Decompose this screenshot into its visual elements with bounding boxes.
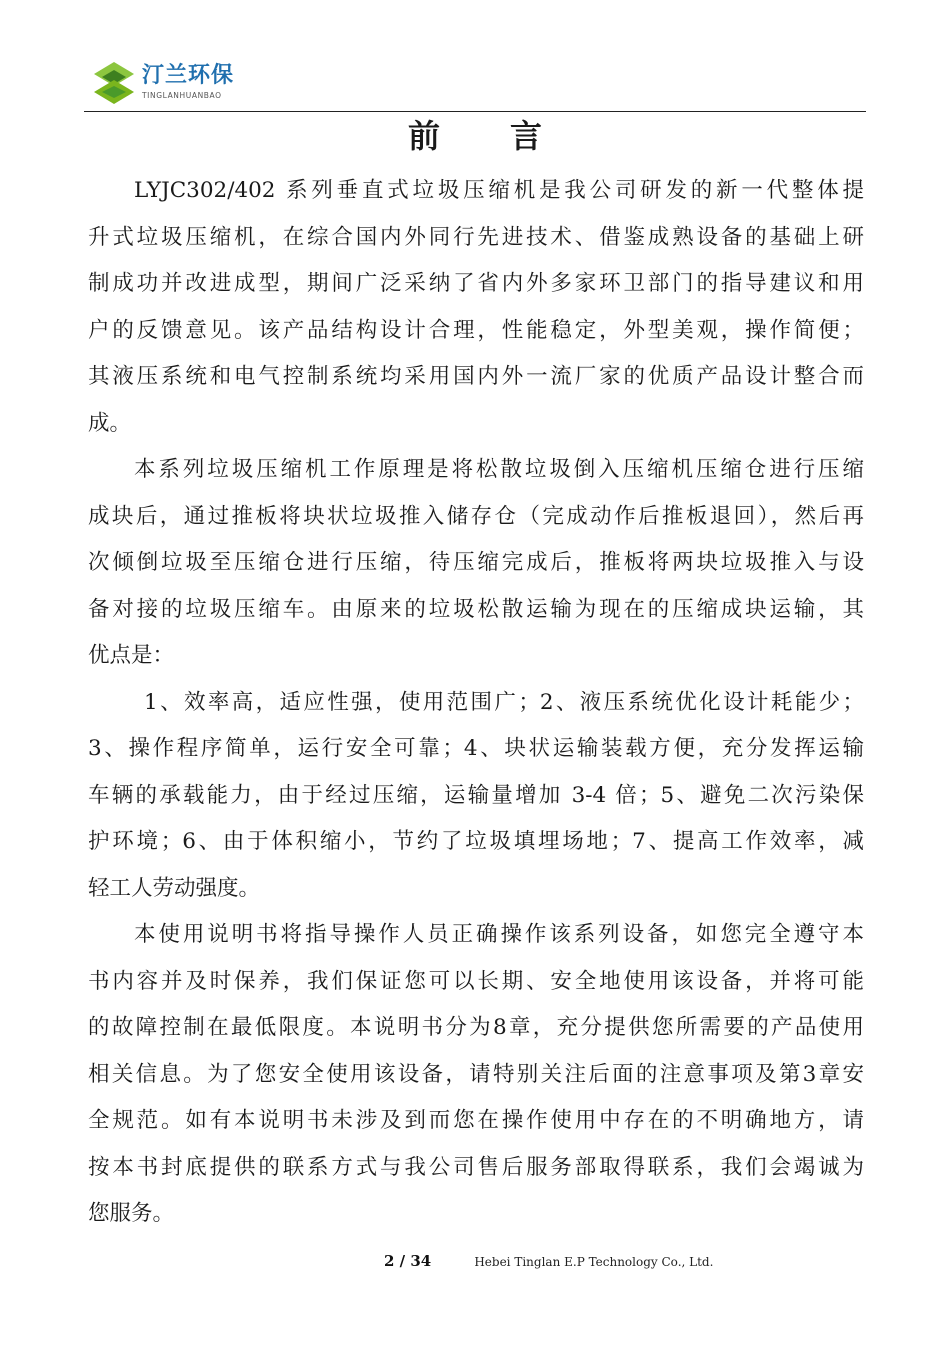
text-line: 轻工人劳动强度。 bbox=[88, 875, 261, 901]
text-line: 相关信息。为了您安全使用该设备，请特别关注后面的注意事项及第3章安 bbox=[88, 1061, 864, 1087]
text-line: 次倾倒垃圾至压缩仓进行压缩，待压缩完成后，推板将两块垃圾推入与设 bbox=[88, 550, 864, 575]
page-footer bbox=[384, 1249, 713, 1273]
text-line: LYJC302/402 系列垂直式垃圾压缩机是我公司研发的新一代整体提 bbox=[134, 178, 864, 203]
company-logo-icon bbox=[92, 60, 136, 106]
text-line: 升式垃圾压缩机，在综合国内外同行先进技术、借鉴成熟设备的基础上研 bbox=[88, 224, 864, 250]
text-line: 优点是： bbox=[88, 643, 175, 668]
text-line: 本使用说明书将指导操作人员正确操作该系列设备，如您完全遵守本 bbox=[134, 922, 864, 947]
text-line: 的故障控制在最低限度。本说明书分为8章，充分提供您所需要的产品使用 bbox=[88, 1015, 864, 1040]
footer-company-name: Hebei Tinglan E.P Technology Co., Ltd. bbox=[474, 1255, 714, 1269]
page-title: 前言 bbox=[407, 117, 612, 155]
text-line: 1、效率高，适应性强，使用范围广；2、液压系统优化设计耗能少； bbox=[144, 689, 864, 715]
text-line: 户的反馈意见。该产品结构设计合理，性能稳定，外型美观，操作简便； bbox=[88, 317, 864, 343]
text-line: 成。 bbox=[88, 410, 132, 436]
text-line: 备对接的垃圾压缩车。由原来的垃圾松散运输为现在的压缩成块运输，其 bbox=[88, 596, 864, 622]
text-line: 3、操作程序简单，运行安全可靠；4、块状运输装载方便，充分发挥运输 bbox=[88, 736, 864, 761]
text-line: 车辆的承载能力，由于经过压缩，运输量增加 3-4 倍；5、避免二次污染保 bbox=[88, 782, 864, 808]
text-line: 按本书封底提供的联系方式与我公司售后服务部取得联系，我们会竭诚为 bbox=[88, 1154, 864, 1180]
page-header bbox=[88, 58, 864, 110]
text-line: 其液压系统和电气控制系统均采用国内外一流厂家的优质产品设计整合而 bbox=[88, 364, 864, 389]
text-line: 制成功并改进成型，期间广泛采纳了省内外多家环卫部门的指导建议和用 bbox=[88, 271, 864, 296]
text-line: 您服务。 bbox=[88, 1201, 175, 1226]
preface-body bbox=[88, 168, 864, 1238]
text-line: 成块后，通过推板将块状垃圾推入储存仓（完成动作后推板退回），然后再 bbox=[88, 503, 864, 529]
text-line: 书内容并及时保养，我们保证您可以长期、安全地使用该设备，并将可能 bbox=[88, 968, 864, 994]
header-divider bbox=[84, 111, 866, 112]
logo-english-name: TINGLANHUANBAO bbox=[142, 91, 222, 100]
text-line: 全规范。如有本说明书未涉及到而您在操作使用中存在的不明确地方，请 bbox=[88, 1108, 864, 1133]
page-number: 2 / 34 bbox=[384, 1252, 432, 1270]
text-line: 护环境；6、由于体积缩小，节约了垃圾填埋场地；7、提高工作效率，减 bbox=[88, 829, 864, 854]
logo-chinese-name: 汀兰环保 bbox=[142, 63, 235, 88]
text-line: 本系列垃圾压缩机工作原理是将松散垃圾倒入压缩机压缩仓进行压缩 bbox=[134, 457, 864, 482]
